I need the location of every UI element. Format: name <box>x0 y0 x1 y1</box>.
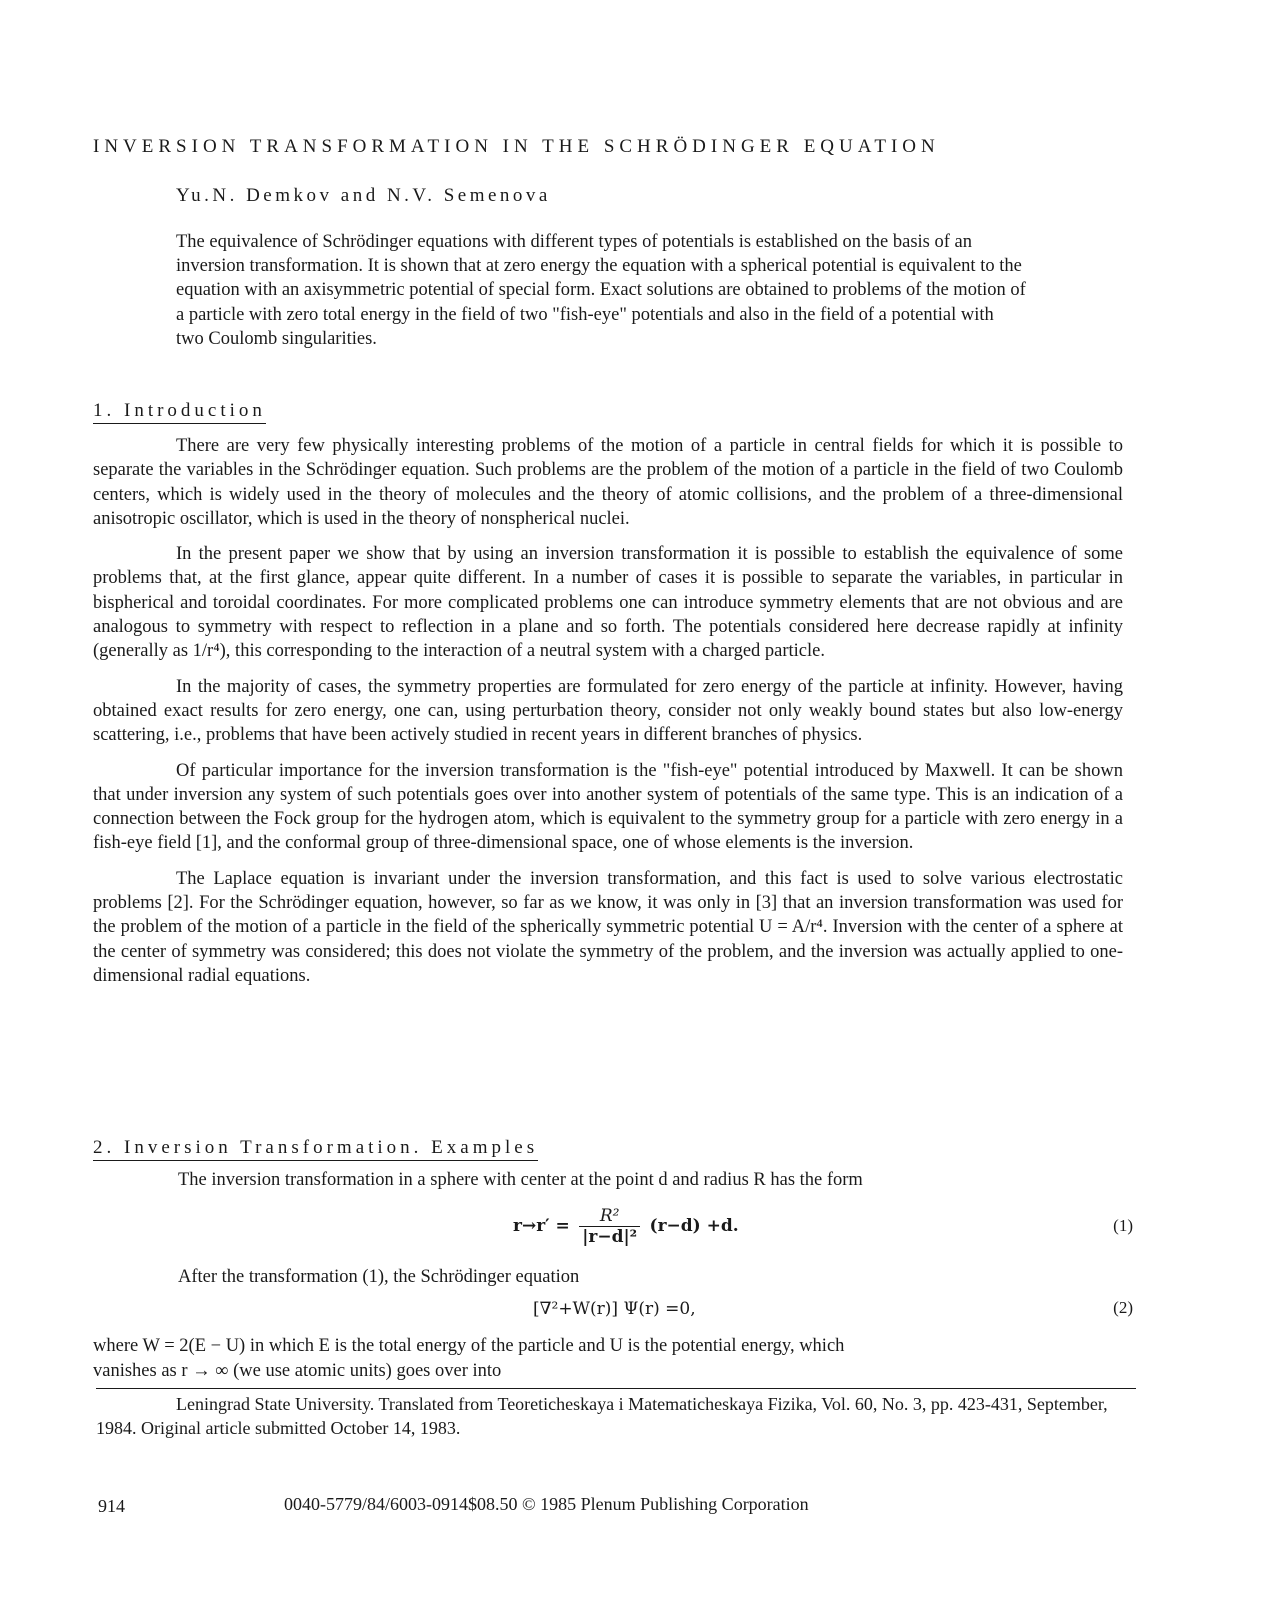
copyright-line: 0040-5779/84/6003-0914$08.50 © 1985 Plenum Publishing Corporation <box>284 1494 809 1514</box>
equation-1-number: (1) <box>1113 1216 1133 1235</box>
section-2-intro: The inversion transformation in a sphere with center at the point d and radius R has the form <box>178 1170 863 1190</box>
equation-1-lhs: r→r′ = <box>513 1216 570 1236</box>
equation-1-expression <box>513 1206 739 1247</box>
section-1-body <box>93 434 1123 999</box>
equation-1-rhs: (r−d) +d. <box>649 1216 739 1236</box>
footnote: Leningrad State University. Translated from Teoreticheskaya i Matematicheskaya Fizika, Vol. 60, No. 3, pp. 423-431, September, 1984. Original article submitted October 14, 1983. <box>96 1394 1108 1438</box>
where-line-1: where W = 2(E − U) in which E is the total energy of the particle and U is the potential energy, which <box>93 1336 845 1356</box>
equation-1-numerator: R² <box>579 1206 640 1227</box>
intro-paragraph-1: There are very few physically interesting problems of the motion of a particle in central fields for which it is possible to separate the variables in the Schrödinger equation. Such problems are the problem of the motion of a particle in the field of two Coulomb centers, which is widely used in the theory of molecules and the theory of atomic collisions, and the problem of a three-dimensional anisotropic oscillator, which is used in the theory of nonspherical nuclei. <box>93 436 1123 529</box>
intro-paragraph-4: Of particular importance for the inversion transformation is the "fish-eye" potential introduced by Maxwell. It can be shown that under inversion any system of such potentials goes over into another system of potentials of the same type. This is an indication of a connection between the Fock group for the hydrogen atom, which is equivalent to the symmetry group for a particle with zero energy in a fish-eye field [1], and the conformal group of three-dimensional space, one of whose elements is the inversion. <box>93 760 1123 854</box>
equation-1-fraction <box>579 1206 640 1247</box>
section-1-heading: 1. Introduction <box>93 400 266 424</box>
equation-1 <box>93 1204 1133 1248</box>
page-number: 914 <box>98 1496 125 1516</box>
footnote-divider <box>96 1388 1136 1389</box>
paper-authors: Yu.N. Demkov and N.V. Semenova <box>176 185 551 206</box>
where-line-2: vanishes as r → ∞ (we use atomic units) goes over into <box>93 1361 502 1381</box>
after-equation-1: After the transformation (1), the Schrödinger equation <box>178 1267 580 1287</box>
intro-paragraph-5: The Laplace equation is invariant under the inversion transformation, and this fact is used to solve various electrostatic problems [2]. For the Schrödinger equation, however, so far as we know, it was only in [3] that an inversion transformation was used for the problem of the motion of a particle in the field of the spherically symmetric potential U = A/r⁴. Inversion with the center of a sphere at the center of symmetry was considered; this does not violate the symmetry of the problem, and the inversion was actually applied to one-dimensional radial equations. <box>93 868 1123 986</box>
paper-title: INVERSION TRANSFORMATION IN THE SCHRÖDINGER EQUATION <box>93 136 940 157</box>
equation-2-number: (2) <box>1113 1298 1133 1317</box>
equation-1-denominator: |r−d|² <box>582 1227 638 1247</box>
intro-paragraph-2: In the present paper we show that by using an inversion transformation it is possible to establish the equivalence of some problems that, at the first glance, appear quite different. In a number of cases it is possible to separate the variables, in particular in bispherical and toroidal coordinates. For more complicated problems one can introduce symmetry elements that are not obvious and are analogous to symmetry with respect to reflection in a plane and so forth. The potentials considered here decrease rapidly at infinity (generally as 1/r⁴), this corresponding to the interaction of a neutral system with a charged particle. <box>93 544 1123 662</box>
intro-paragraph-3: In the majority of cases, the symmetry properties are formulated for zero energy of the particle at infinity. However, having obtained exact results for zero energy, one can, using perturbation theory, consider not only weakly bound states but also low-energy scattering, i.e., problems that have been actively studied in recent years in different branches of physics. <box>93 676 1123 746</box>
equation-2 <box>93 1296 1133 1326</box>
equation-2-expression: [∇²+W(r)] Ψ(r) =0, <box>533 1299 696 1319</box>
section-2-heading: 2. Inversion Transformation. Examples <box>93 1137 538 1161</box>
abstract: The equivalence of Schrödinger equations with different types of potentials is established on the basis of an inversion transformation. It is shown that at zero energy the equation with a spherical potential is equivalent to the equation with an axisymmetric potential of special form. Exact solutions are obtained to problems of the motion of a particle with zero total energy in the field of two "fish-eye" potentials and also in the field of a potential with two Coulomb singularities. <box>176 232 1026 349</box>
